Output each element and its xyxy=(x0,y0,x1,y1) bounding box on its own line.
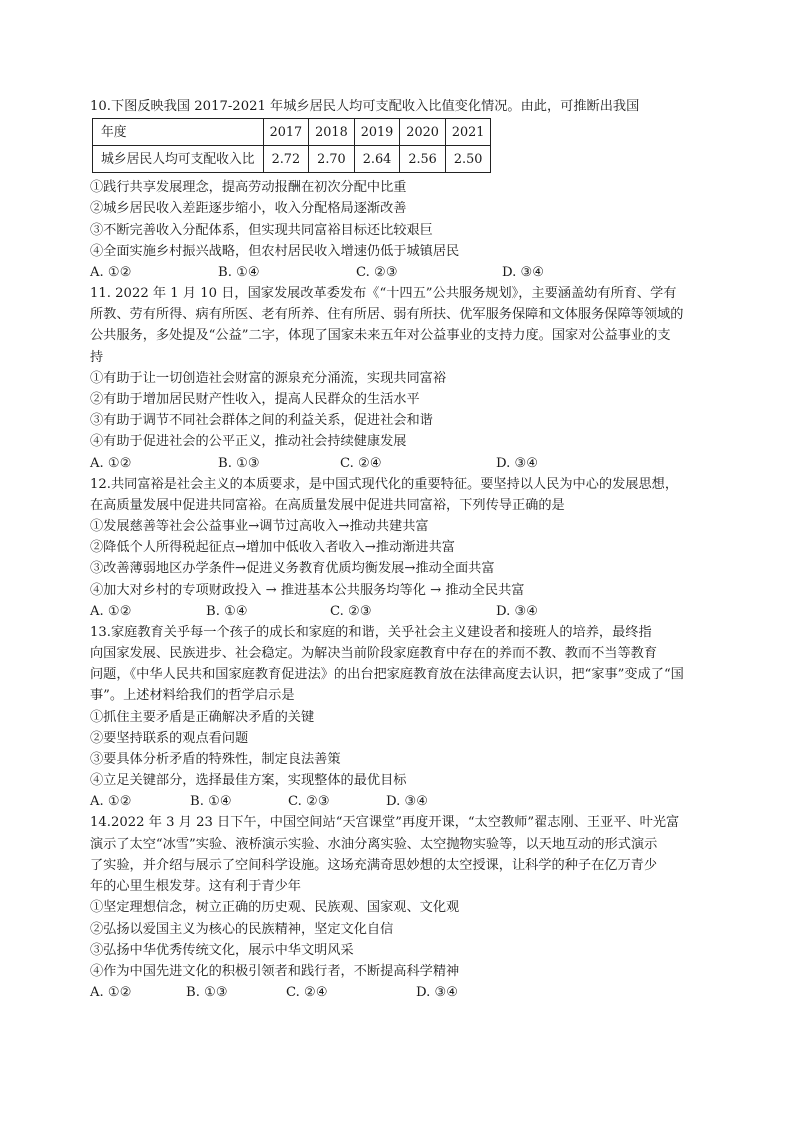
answer-statement: ③弘扬中华优秀传统文化，展示中华文明风采 xyxy=(90,942,354,958)
question-stem: 14.2022 年 3 月 23 日下午，中国空间站“天宫课堂”再度开课，“太空教师”翟志刚、王亚平、叶光富 xyxy=(90,815,680,831)
exam-page xyxy=(90,96,720,1003)
choice-a[interactable]: A. ①② xyxy=(90,794,132,810)
answer-statement: ②要坚持联系的观点看问题 xyxy=(90,730,249,746)
choice-d[interactable]: D. ③④ xyxy=(416,985,459,1001)
question-stem: 持 xyxy=(90,349,104,365)
answer-statement: ①抓住主要矛盾是正确解决矛盾的关键 xyxy=(90,709,315,725)
question-10 xyxy=(90,96,720,283)
question-stem: 13.家庭教育关乎每一个孩子的成长和家庭的和谐，关乎社会主义建设者和接班人的培养，最终指 xyxy=(90,624,652,640)
answer-statement: ②城乡居民收入差距逐步缩小，收入分配格局逐渐改善 xyxy=(90,201,407,217)
question-stem: 11. 2022 年 1 月 10 日，国家发展改革委发布《“十四五”公共服务规划》，主要涵盖幼有所育、学有 xyxy=(90,286,677,302)
question-stem: 所教、劳有所得、病有所医、老有所养、住有所居、弱有所扶、优军服务保障和文体服务保障等领域的 xyxy=(90,307,684,323)
answer-statement: ④加大对乡村的专项财政投入 → 推进基本公共服务均等化 → 推动全民共富 xyxy=(90,582,525,598)
question-stem: 问题，《中华人民共和国家庭教育促进法》的出台把家庭教育放在法律高度去认识，把“家事”变成了“国 xyxy=(90,667,684,683)
question-stem: 了实验，并介绍与展示了空间科学设施。这场充满奇思妙想的太空授课，让科学的种子在亿万青少 xyxy=(90,857,658,873)
choice-b[interactable]: B. ①④ xyxy=(190,794,232,810)
question-stem: 年的心里生根发芽。这有利于青少年 xyxy=(90,879,301,895)
table-value-cell: 2.50 xyxy=(445,146,491,173)
answer-statement: ③改善薄弱地区办学条件→促进义务教育优质均衡发展→推动全面共富 xyxy=(90,561,495,577)
question-stem: 演示了太空“冰雪”实验、液桥演示实验、水油分离实验、太空抛物实验等，以天地互动的形式演示 xyxy=(90,836,658,852)
question-stem: 事”。上述材料给我们的哲学启示是 xyxy=(90,688,295,704)
choice-c[interactable]: C. ②③ xyxy=(330,603,372,619)
table-row xyxy=(93,146,491,173)
choice-a[interactable]: A. ①② xyxy=(90,985,132,1001)
answer-choices xyxy=(90,262,720,283)
answer-statement: ①有助于让一切创造社会财富的源泉充分涌流，实现共同富裕 xyxy=(90,370,447,386)
choice-a[interactable]: A. ①② xyxy=(90,265,132,281)
question-stem: 12.共同富裕是社会主义的本质要求，是中国式现代化的重要特征。要坚持以人民为中心的发展思想， xyxy=(90,476,679,492)
table-value-cell: 2.72 xyxy=(263,146,309,173)
table-value-cell: 2.64 xyxy=(354,146,400,173)
table-year-cell: 2021 xyxy=(445,119,491,146)
answer-choices xyxy=(90,982,720,1003)
answer-statement: ③不断完善收入分配体系，但实现共同富裕目标还比较艰巨 xyxy=(90,222,433,238)
answer-statement: ②有助于增加居民财产性收入，提高人民群众的生活水平 xyxy=(90,392,420,408)
answer-choices xyxy=(90,601,720,622)
table-value-cell: 2.56 xyxy=(400,146,446,173)
choice-c[interactable]: C. ②④ xyxy=(340,455,382,471)
table-year-cell: 2018 xyxy=(309,119,355,146)
answer-statement: ④有助于促进社会的公平正义，推动社会持续健康发展 xyxy=(90,434,407,450)
choice-a[interactable]: A. ①② xyxy=(90,603,132,619)
choice-d[interactable]: D. ③④ xyxy=(496,603,539,619)
answer-statement: ①坚定理想信念，树立正确的历史观、民族观、国家观、文化观 xyxy=(90,900,460,916)
table-year-cell: 2019 xyxy=(354,119,400,146)
choice-c[interactable]: C. ②④ xyxy=(286,985,328,1001)
table-year-cell: 2017 xyxy=(263,119,309,146)
answer-statement: ④立足关键部分，选择最佳方案，实现整体的最优目标 xyxy=(90,773,407,789)
answer-statement: ④全面实施乡村振兴战略，但农村居民收入增速仍低于城镇居民 xyxy=(90,243,460,259)
choice-c[interactable]: C. ②③ xyxy=(288,794,330,810)
question-14 xyxy=(90,812,720,1003)
choice-d[interactable]: D. ③④ xyxy=(496,455,539,471)
table-value-cell: 2.70 xyxy=(309,146,355,173)
question-stem: 公共服务，多处提及“公益”二字，体现了国家未来五年对公益事业的支持力度。国家对公益事业的支 xyxy=(90,328,671,344)
answer-statement: ②弘扬以爱国主义为核心的民族精神，坚定文化自信 xyxy=(90,921,394,937)
answer-statement: ①践行共享发展理念，提高劳动报酬在初次分配中比重 xyxy=(90,180,407,196)
question-stem: 10.下图反映我国 2017-2021 年城乡居民人均可支配收入比值变化情况。由此，可推断出我国 xyxy=(90,99,640,114)
question-stem: 向国家发展、民族进步、社会稳定。为解决当前阶段家庭教育中存在的养而不教、教而不当等教育 xyxy=(90,646,658,662)
answer-statement: ②降低个人所得税起征点→增加中低收入者收入→推动渐进共富 xyxy=(90,540,455,556)
answer-statement: ④作为中国先进文化的积极引领者和践行者，不断提高科学精神 xyxy=(90,963,460,979)
answer-choices xyxy=(90,453,720,474)
choice-d[interactable]: D. ③④ xyxy=(386,794,429,810)
choice-c[interactable]: C. ②③ xyxy=(356,265,398,281)
table-year-cell: 2020 xyxy=(400,119,446,146)
choice-b[interactable]: B. ①③ xyxy=(186,985,228,1001)
table-header-label: 年度 xyxy=(93,119,264,146)
answer-statement: ③要具体分析矛盾的特殊性，制定良法善策 xyxy=(90,752,341,768)
question-stem: 在高质量发展中促进共同富裕。在高质量发展中促进共同富裕，下列传导正确的是 xyxy=(90,497,565,513)
income-ratio-table xyxy=(92,118,491,173)
question-11 xyxy=(90,283,720,474)
choice-d[interactable]: D. ③④ xyxy=(502,265,545,281)
choice-b[interactable]: B. ①③ xyxy=(218,455,260,471)
table-row xyxy=(93,119,491,146)
table-row-label: 城乡居民人均可支配收入比 xyxy=(93,146,264,173)
answer-statement: ③有助于调节不同社会群体之间的利益关系，促进社会和谐 xyxy=(90,413,433,429)
answer-statement: ①发展慈善等社会公益事业→调节过高收入→推动共建共富 xyxy=(90,519,429,535)
choice-a[interactable]: A. ①② xyxy=(90,455,132,471)
choice-b[interactable]: B. ①④ xyxy=(206,603,248,619)
choice-b[interactable]: B. ①④ xyxy=(218,265,260,281)
question-12 xyxy=(90,474,720,622)
answer-choices xyxy=(90,791,720,812)
question-13 xyxy=(90,622,720,813)
